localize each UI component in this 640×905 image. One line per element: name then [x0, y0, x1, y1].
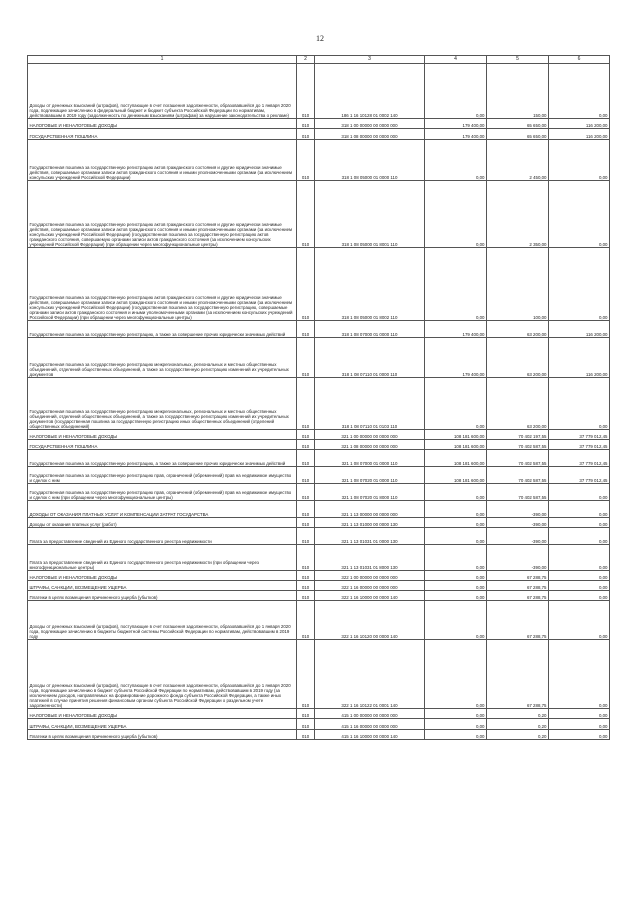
- row-classification-code: 318 1 08 07110 01 0000 110: [315, 338, 425, 378]
- row-name: Доходы от оказания платных услуг (работ): [28, 518, 297, 528]
- row-value-col6: 0,00: [549, 501, 610, 518]
- table-body: [28, 64, 610, 740]
- row-value-col6: 0,00: [549, 378, 610, 430]
- row-value-col5: -390,00: [487, 501, 549, 518]
- row-value-col4: 108 181 600,00: [425, 450, 487, 467]
- row-classification-code: 321 1 08 07000 01 0000 110: [315, 450, 425, 467]
- row-classification-code: 321 1 08 07020 01 8000 110: [315, 484, 425, 501]
- table-row: [28, 248, 610, 321]
- row-name: Доходы от денежных взысканий (штрафов), поступающие в счет погашения задолженности, образовавшейся до 1 января 2020 года, подлежащие зачислению в бюджеты бюджетной системы Российской Федерации по нормативам, действовавшим в 2019 году: [28, 601, 297, 640]
- row-value-col4: 0,00: [425, 248, 487, 321]
- row-line-code: 010: [297, 119, 315, 129]
- table-row: [28, 730, 610, 740]
- row-value-col6: 0,00: [549, 528, 610, 545]
- row-name: ДОХОДЫ ОТ ОКАЗАНИЯ ПЛАТНЫХ УСЛУГ И КОМПЕНСАЦИИ ЗАТРАТ ГОСУДАРСТВА: [28, 501, 297, 518]
- row-value-col5: 63 200,00: [487, 338, 549, 378]
- table-row: [28, 545, 610, 571]
- row-value-col5: -390,00: [487, 545, 549, 571]
- row-value-col4: 0,00: [425, 601, 487, 640]
- row-name: Плата за предоставление сведений из Единого государственного реестра недвижимости: [28, 528, 297, 545]
- row-classification-code: 321 1 08 00000 00 0000 000: [315, 440, 425, 450]
- row-value-col4: 0,00: [425, 545, 487, 571]
- row-line-code: 010: [297, 730, 315, 740]
- row-value-col6: 0,00: [549, 248, 610, 321]
- row-value-col5: 65 650,00: [487, 119, 549, 129]
- row-value-col6: 37 779 012,45: [549, 467, 610, 484]
- row-value-col4: 0,00: [425, 709, 487, 719]
- row-name: НАЛОГОВЫЕ И НЕНАЛОГОВЫЕ ДОХОДЫ: [28, 430, 297, 440]
- row-name: Платежи в целях возмещения причиненного ущерба (убытков): [28, 591, 297, 601]
- row-value-col6: 0,00: [549, 640, 610, 709]
- row-name: Государственная пошлина за государственную регистрацию актов гражданского состояния и другие юридически значимые действия, совершаемые органами записи актов гражданского состояния и иными уполномоченными органами (за исключением консульских учреждений Российской Федерации): [28, 140, 297, 181]
- row-value-col4: 0,00: [425, 581, 487, 591]
- row-name: НАЛОГОВЫЕ И НЕНАЛОГОВЫЕ ДОХОДЫ: [28, 709, 297, 719]
- table-row: [28, 181, 610, 248]
- row-value-col6: 0,00: [549, 581, 610, 591]
- row-value-col6: 0,00: [549, 140, 610, 181]
- row-classification-code: 415 1 16 10000 00 0000 140: [315, 730, 425, 740]
- row-name: ГОСУДАРСТВЕННАЯ ПОШЛИНА: [28, 440, 297, 450]
- row-name: ШТРАФЫ, САНКЦИИ, ВОЗМЕЩЕНИЕ УЩЕРБА: [28, 581, 297, 591]
- table-row: [28, 591, 610, 601]
- row-classification-code: 322 1 16 10120 00 0000 140: [315, 601, 425, 640]
- table-row: [28, 119, 610, 129]
- row-value-col4: 0,00: [425, 528, 487, 545]
- row-value-col5: 70 402 587,55: [487, 467, 549, 484]
- row-line-code: 010: [297, 591, 315, 601]
- row-name: Государственная пошлина за государственную регистрацию межрегиональных, региональных и местных общественных объединений, отделений общественных объединений, а также за государственную регистрацию изменений их учредительных документов (государственная пошлина за государственную регистрацию иных общественных объединений (отделений общественных объединений): [28, 378, 297, 430]
- row-classification-code: 322 1 16 10122 01 0001 140: [315, 640, 425, 709]
- table-row: [28, 129, 610, 140]
- row-line-code: 010: [297, 321, 315, 338]
- table-row: [28, 581, 610, 591]
- row-name: Плата за предоставление сведений из Единого государственного реестра недвижимости (при обращении через многофункциональные центры): [28, 545, 297, 571]
- row-value-col6: 0,00: [549, 571, 610, 581]
- row-line-code: 010: [297, 64, 315, 119]
- row-value-col4: 0,00: [425, 501, 487, 518]
- row-classification-code: 318 1 08 05000 01 8002 110: [315, 248, 425, 321]
- row-classification-code: 318 1 08 05000 01 0000 110: [315, 140, 425, 181]
- table-row: [28, 450, 610, 467]
- row-line-code: 010: [297, 601, 315, 640]
- row-name: ГОСУДАРСТВЕННАЯ ПОШЛИНА: [28, 129, 297, 140]
- row-value-col6: 0,00: [549, 181, 610, 248]
- row-value-col6: 0,00: [549, 64, 610, 119]
- row-value-col6: 0,00: [549, 545, 610, 571]
- row-value-col5: 0,20: [487, 709, 549, 719]
- row-classification-code: 318 1 08 07110 01 0103 110: [315, 378, 425, 430]
- row-value-col6: 37 779 012,45: [549, 430, 610, 440]
- row-classification-code: 186 1 16 10128 01 0002 140: [315, 64, 425, 119]
- column-header: 4: [425, 56, 487, 64]
- row-value-col5: 0,20: [487, 730, 549, 740]
- table-row: [28, 440, 610, 450]
- row-name: Государственная пошлина за государственную регистрацию актов гражданского состояния и другие юридически значимые действия, совершаемые органами записи актов гражданского состояния и иными уполномоченными органами (за исключением консульских учреждений Российской Федерации) (государственная пошлина за государственную регистрацию актов гражданского состояния, совершаемую органами записи актов гражданского состояния (за исключением консульских учреждений Российской Федерации) (при обращении через многофункциональные центры): [28, 181, 297, 248]
- table-row: [28, 719, 610, 730]
- table-row: [28, 430, 610, 440]
- table-row: [28, 571, 610, 581]
- row-name: НАЛОГОВЫЕ И НЕНАЛОГОВЫЕ ДОХОДЫ: [28, 571, 297, 581]
- table-row: [28, 601, 610, 640]
- row-line-code: 010: [297, 571, 315, 581]
- row-name: Государственная пошлина за государственную регистрацию прав, ограничений (обременений) прав на недвижимое имущество и сделок с ним: [28, 467, 297, 484]
- column-header: 1: [28, 56, 297, 64]
- table-row: [28, 709, 610, 719]
- table-row: [28, 467, 610, 484]
- row-name: Доходы от денежных взысканий (штрафов), поступающие в счет погашения задолженности, образовавшейся до 1 января 2020 года, подлежащие зачислению в федеральный бюджет и бюджет субъекта Российской Федерации по нормативам, действовавшим в 2019 году (задолженность по денежным взысканиям (штрафам) за нарушение законодательства о рекламе): [28, 64, 297, 119]
- row-line-code: 010: [297, 501, 315, 518]
- row-value-col4: 0,00: [425, 378, 487, 430]
- table-row: [28, 528, 610, 545]
- row-value-col6: 116 200,00: [549, 338, 610, 378]
- row-line-code: 010: [297, 484, 315, 501]
- row-name: ШТРАФЫ, САНКЦИИ, ВОЗМЕЩЕНИЕ УЩЕРБА: [28, 719, 297, 730]
- row-value-col5: 67 288,75: [487, 591, 549, 601]
- row-value-col5: 67 288,75: [487, 601, 549, 640]
- row-value-col6: 0,00: [549, 601, 610, 640]
- row-name: Платежи в целях возмещения причиненного ущерба (убытков): [28, 730, 297, 740]
- column-header: 6: [549, 56, 610, 64]
- table-row: [28, 640, 610, 709]
- row-value-col5: 63 200,00: [487, 321, 549, 338]
- row-line-code: 010: [297, 450, 315, 467]
- table-row: [28, 378, 610, 430]
- row-classification-code: 322 1 16 00000 00 0000 000: [315, 581, 425, 591]
- row-value-col4: 0,00: [425, 640, 487, 709]
- row-classification-code: 321 1 13 01000 00 0000 130: [315, 518, 425, 528]
- row-value-col5: 2 350,00: [487, 181, 549, 248]
- row-value-col5: 70 402 587,55: [487, 440, 549, 450]
- row-value-col6: 116 200,00: [549, 129, 610, 140]
- column-header: 5: [487, 56, 549, 64]
- row-name: Государственная пошлина за государственную регистрацию прав, ограничений (обременений) прав на недвижимое имущество и сделок с ним (при обращении через многофункциональные центры): [28, 484, 297, 501]
- table-row: [28, 484, 610, 501]
- row-value-col6: 0,00: [549, 709, 610, 719]
- row-value-col5: 67 288,75: [487, 571, 549, 581]
- table-row: [28, 338, 610, 378]
- row-name: Государственная пошлина за государственную регистрацию межрегиональных, региональных и местных общественных объединений, отделений общественных объединений, а также за государственную регистрацию изменений их учредительных документов: [28, 338, 297, 378]
- row-line-code: 010: [297, 181, 315, 248]
- row-classification-code: 415 1 16 00000 00 0000 000: [315, 719, 425, 730]
- row-line-code: 010: [297, 467, 315, 484]
- row-value-col4: 179 400,00: [425, 321, 487, 338]
- row-classification-code: 318 1 08 07000 01 0000 110: [315, 321, 425, 338]
- row-line-code: 010: [297, 129, 315, 140]
- row-classification-code: 321 1 13 01031 01 0000 130: [315, 528, 425, 545]
- row-value-col4: 0,00: [425, 518, 487, 528]
- revenue-table: [27, 55, 610, 740]
- row-value-col5: -390,00: [487, 518, 549, 528]
- row-value-col6: 37 779 012,45: [549, 450, 610, 467]
- row-line-code: 010: [297, 709, 315, 719]
- row-value-col4: 0,00: [425, 140, 487, 181]
- row-classification-code: 321 1 00 00000 00 0000 000: [315, 430, 425, 440]
- row-value-col6: 0,00: [549, 518, 610, 528]
- row-value-col4: 179 400,00: [425, 119, 487, 129]
- page-number: 12: [316, 34, 324, 43]
- row-value-col5: -390,00: [487, 528, 549, 545]
- row-value-col4: 0,00: [425, 571, 487, 581]
- column-number-row: [28, 56, 610, 64]
- row-value-col5: 67 288,75: [487, 581, 549, 591]
- row-value-col4: 0,00: [425, 719, 487, 730]
- table-row: [28, 140, 610, 181]
- row-line-code: 010: [297, 440, 315, 450]
- row-classification-code: 321 1 13 00000 00 0000 000: [315, 501, 425, 518]
- row-name: Доходы от денежных взысканий (штрафов), поступающие в счет погашения задолженности, образовавшейся до 1 января 2020 года, подлежащие зачислению в бюджет субъекта Российской Федерации по нормативам, действовавшим в 2019 году (за исключением доходов, направляемых на формирование дорожного фонда субъекта Российской Федерации, а также иных платежей в случае принятия решения финансовым органом субъекта Российской Федерации о раздельном учете задолженности): [28, 640, 297, 709]
- row-name: Государственная пошлина за государственную регистрацию актов гражданского состояния и другие юридически значимые действия, совершаемые органами записи актов гражданского состояния и иными уполномоченными органами (за исключением консульских учреждений Российской Федерации) (государственная пошлина за государственную регистрацию, совершаемые органами записи актов гражданского состояния и иными уполномоченными органами (за исключением консульских учреждений Российской Федерации) (при обращении через многофункциональные центры): [28, 248, 297, 321]
- row-value-col5: 70 402 587,55: [487, 484, 549, 501]
- row-name: Государственная пошлина за государственную регистрацию, а также за совершение прочих юридически значимых действий: [28, 450, 297, 467]
- row-value-col4: 179 400,00: [425, 129, 487, 140]
- row-line-code: 010: [297, 640, 315, 709]
- row-line-code: 010: [297, 338, 315, 378]
- row-value-col5: 63 200,00: [487, 378, 549, 430]
- row-value-col4: 0,00: [425, 181, 487, 248]
- row-classification-code: 318 1 00 00000 00 0000 000: [315, 119, 425, 129]
- row-classification-code: 322 1 16 10000 00 0000 140: [315, 591, 425, 601]
- row-value-col6: 0,00: [549, 719, 610, 730]
- row-value-col6: 116 200,00: [549, 321, 610, 338]
- row-value-col4: 0,00: [425, 591, 487, 601]
- row-classification-code: 321 1 08 07020 01 0000 110: [315, 467, 425, 484]
- row-value-col6: 0,00: [549, 484, 610, 501]
- column-header: 3: [315, 56, 425, 64]
- row-value-col5: 100,00: [487, 248, 549, 321]
- row-classification-code: 322 1 00 00000 00 0000 000: [315, 571, 425, 581]
- row-line-code: 010: [297, 528, 315, 545]
- row-value-col5: 70 402 197,55: [487, 430, 549, 440]
- row-value-col5: 2 450,00: [487, 140, 549, 181]
- row-value-col6: 116 200,00: [549, 119, 610, 129]
- row-value-col4: 108 181 600,00: [425, 440, 487, 450]
- row-value-col6: 0,00: [549, 591, 610, 601]
- row-line-code: 010: [297, 430, 315, 440]
- row-value-col4: 0,00: [425, 64, 487, 119]
- row-line-code: 010: [297, 140, 315, 181]
- table-row: [28, 518, 610, 528]
- row-value-col6: 0,00: [549, 730, 610, 740]
- row-classification-code: 318 1 08 05000 01 8001 110: [315, 181, 425, 248]
- row-value-col4: 108 181 600,00: [425, 430, 487, 440]
- row-name: Государственная пошлина за государственную регистрацию, а также за совершение прочих юридически значимых действий: [28, 321, 297, 338]
- row-value-col5: 70 402 587,55: [487, 450, 549, 467]
- row-name: НАЛОГОВЫЕ И НЕНАЛОГОВЫЕ ДОХОДЫ: [28, 119, 297, 129]
- row-value-col5: 0,20: [487, 719, 549, 730]
- row-line-code: 010: [297, 545, 315, 571]
- row-value-col4: 0,00: [425, 484, 487, 501]
- table-row: [28, 64, 610, 119]
- row-value-col5: 67 288,75: [487, 640, 549, 709]
- row-line-code: 010: [297, 719, 315, 730]
- row-value-col5: 150,00: [487, 64, 549, 119]
- row-value-col4: 179 400,00: [425, 338, 487, 378]
- column-header: 2: [297, 56, 315, 64]
- row-value-col6: 37 779 012,45: [549, 440, 610, 450]
- row-classification-code: 415 1 00 00000 00 0000 000: [315, 709, 425, 719]
- row-classification-code: 321 1 13 01031 01 8000 130: [315, 545, 425, 571]
- row-classification-code: 318 1 08 00000 00 0000 000: [315, 129, 425, 140]
- row-value-col4: 0,00: [425, 730, 487, 740]
- row-line-code: 010: [297, 581, 315, 591]
- row-line-code: 010: [297, 248, 315, 321]
- table-row: [28, 321, 610, 338]
- row-value-col4: 108 181 600,00: [425, 467, 487, 484]
- row-line-code: 010: [297, 378, 315, 430]
- row-line-code: 010: [297, 518, 315, 528]
- row-value-col5: 65 650,00: [487, 129, 549, 140]
- table-row: [28, 501, 610, 518]
